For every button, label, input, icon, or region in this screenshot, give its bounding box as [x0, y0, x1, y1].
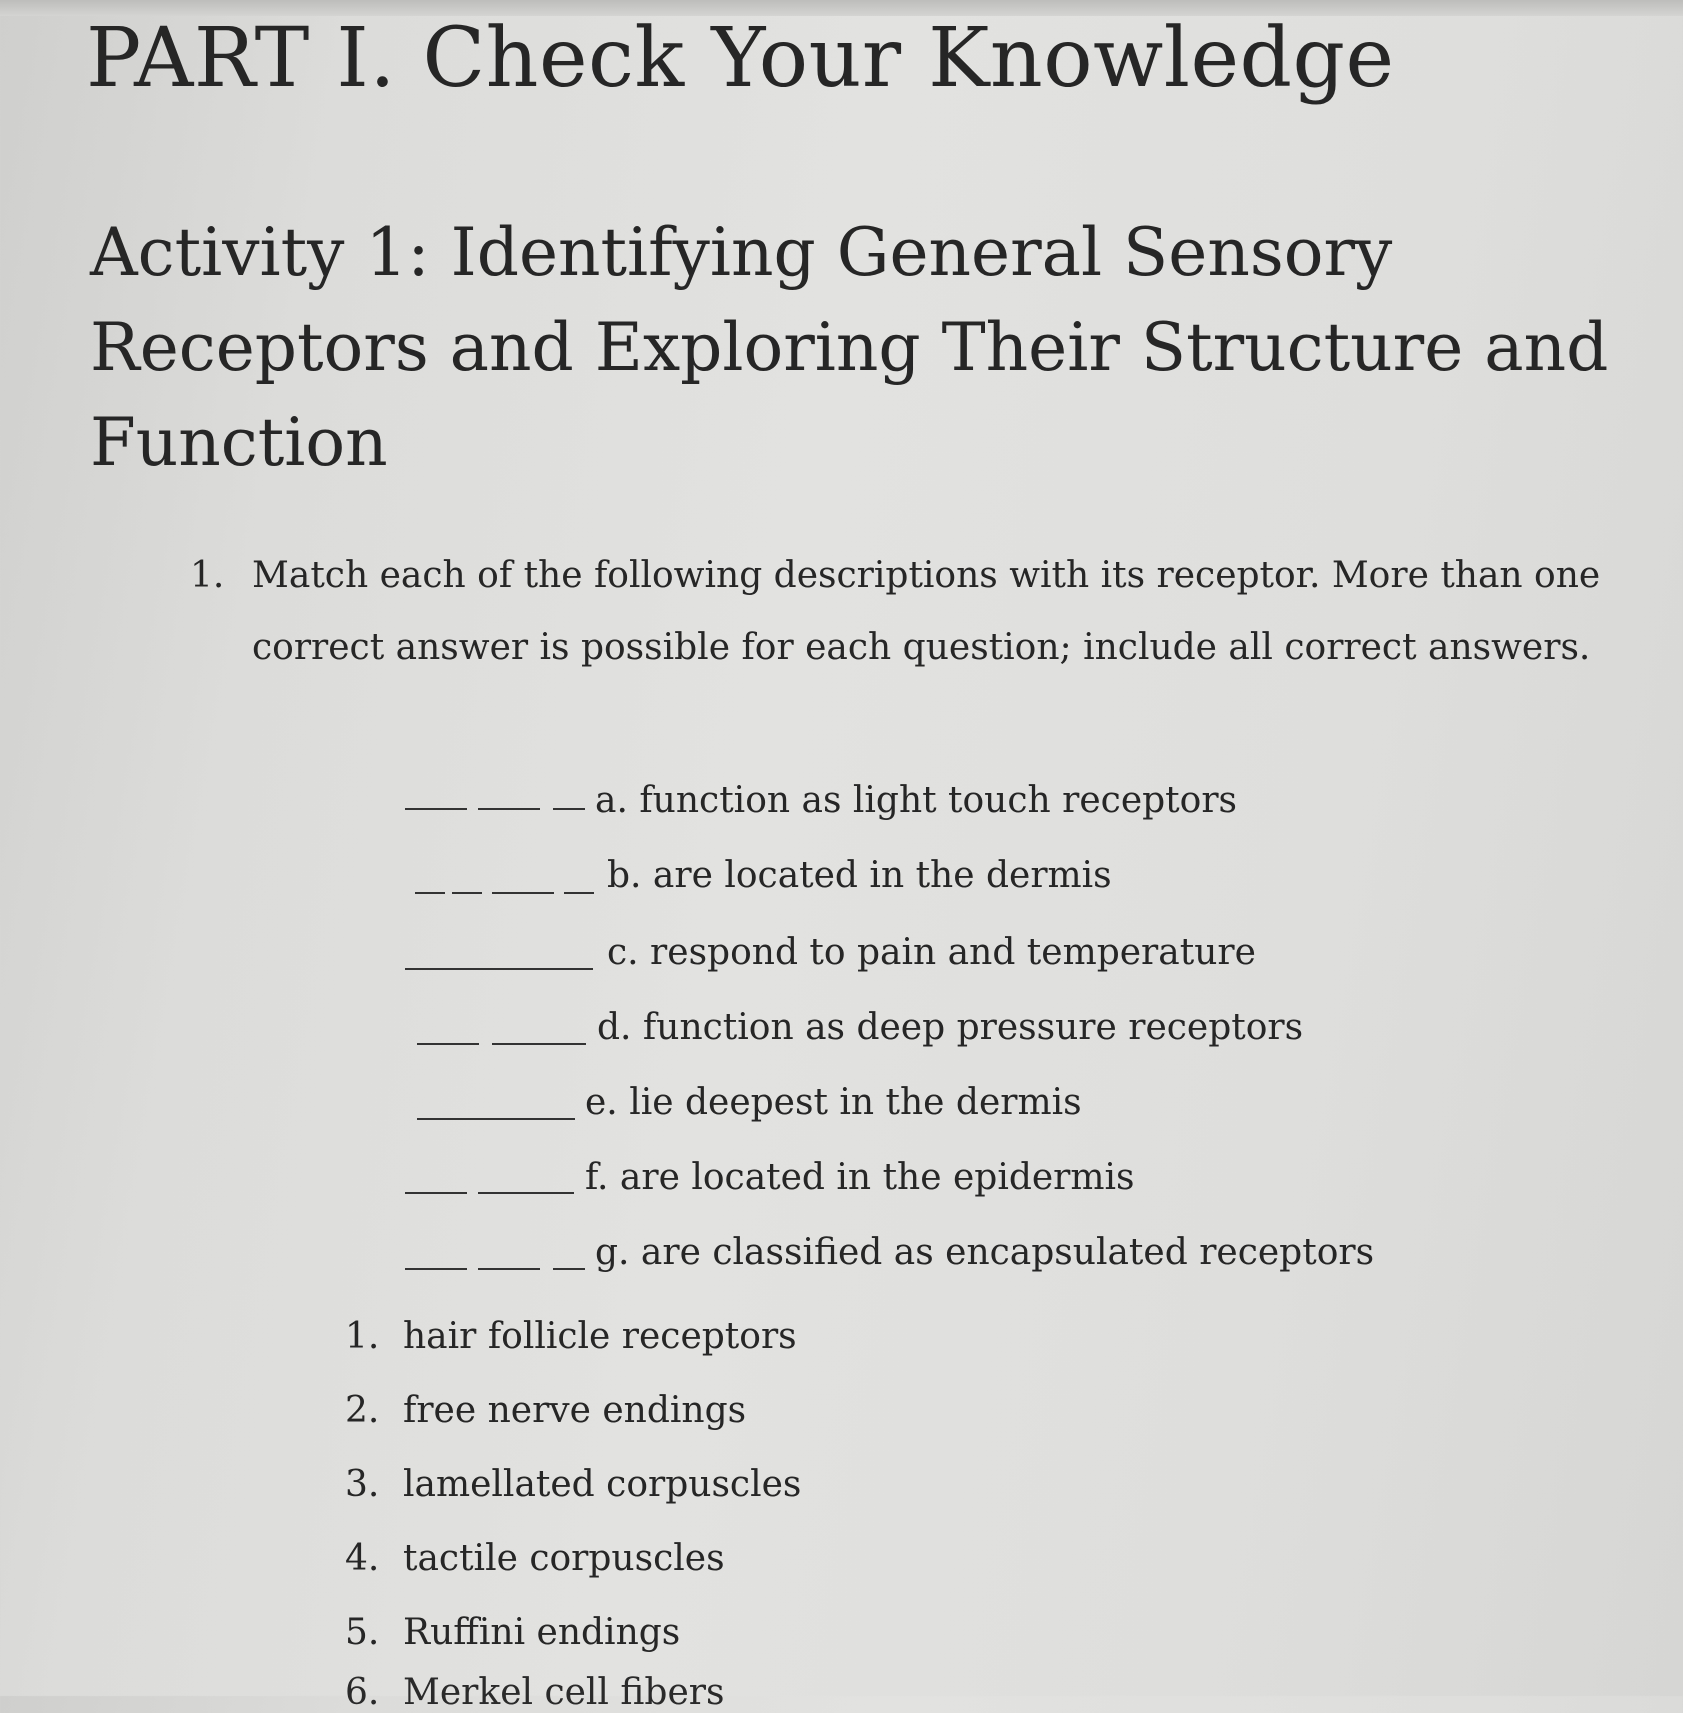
part-title: PART I. Check Your Knowledge — [86, 11, 1395, 106]
answer-blank[interactable] — [553, 1268, 585, 1270]
answer-blank[interactable] — [405, 1268, 467, 1270]
answer-blank[interactable] — [405, 1192, 467, 1194]
answer-blank[interactable] — [452, 892, 482, 894]
receptor-number: 6. — [345, 1672, 380, 1713]
list-item — [345, 1300, 801, 1374]
receptor-label: Merkel cell fibers — [403, 1672, 725, 1713]
list-item-partial — [345, 1672, 724, 1713]
list-item — [345, 1596, 801, 1670]
list-item — [345, 1522, 801, 1596]
activity-title: Activity 1: Identifying General Sensory Receptors and Exploring Their Structure and Function — [90, 214, 1609, 481]
description-d: d. function as deep pressure receptors — [597, 1007, 1304, 1048]
receptor-label: tactile corpuscles — [403, 1538, 725, 1579]
receptor-label: lamellated corpuscles — [403, 1464, 802, 1505]
list-item — [345, 1448, 801, 1522]
description-g: g. are classified as encapsulated receptors — [595, 1232, 1375, 1273]
answer-blank[interactable] — [405, 968, 593, 970]
list-item — [345, 1374, 801, 1448]
receptor-list — [345, 1300, 801, 1670]
answer-blank[interactable] — [417, 1043, 479, 1045]
answer-blank[interactable] — [492, 1043, 586, 1045]
answer-blank[interactable] — [415, 892, 445, 894]
answer-blank[interactable] — [553, 808, 585, 810]
receptor-label: hair follicle receptors — [403, 1316, 797, 1357]
receptor-number: 5. — [345, 1612, 380, 1653]
receptor-label: Ruffini endings — [403, 1612, 681, 1653]
answer-blank[interactable] — [492, 892, 554, 894]
receptor-number: 3. — [345, 1464, 380, 1505]
answer-blank[interactable] — [417, 1118, 575, 1120]
receptor-number: 1. — [345, 1316, 380, 1357]
instruction-number: 1. — [190, 555, 225, 596]
receptor-label: free nerve endings — [403, 1390, 747, 1431]
description-a: a. function as light touch receptors — [595, 780, 1238, 821]
receptor-number: 4. — [345, 1538, 380, 1579]
receptor-number: 2. — [345, 1390, 380, 1431]
answer-blank[interactable] — [478, 808, 540, 810]
instruction-item — [190, 540, 1610, 684]
description-f: f. are located in the epidermis — [585, 1157, 1135, 1198]
answer-blank[interactable] — [405, 808, 467, 810]
description-e: e. lie deepest in the dermis — [585, 1082, 1082, 1123]
description-b: b. are located in the dermis — [607, 855, 1112, 896]
answer-blank[interactable] — [478, 1192, 574, 1194]
answer-blank[interactable] — [564, 892, 594, 894]
description-c: c. respond to pain and temperature — [607, 932, 1256, 973]
instruction-text: Match each of the following descriptions with its receptor. More than one correct answer is possible for each question; include all correct answers. — [252, 555, 1601, 668]
answer-blank[interactable] — [478, 1268, 540, 1270]
